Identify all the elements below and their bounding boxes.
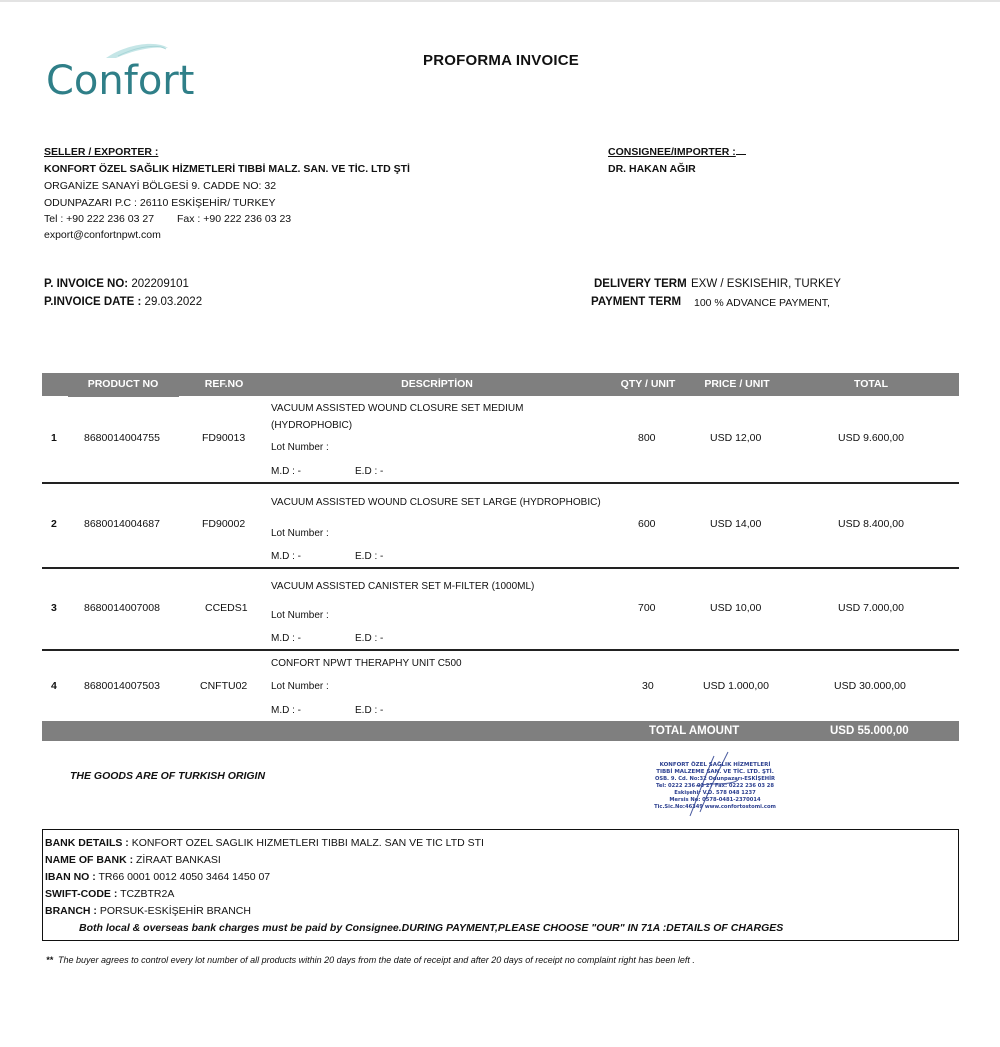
lot-number-label: Lot Number : — [271, 442, 329, 453]
lot-number-label: Lot Number : — [271, 528, 329, 539]
th-price: PRICE / UNIT — [704, 378, 770, 390]
svg-text:Tel: 0222 236 03 27 Fax: 0222: Tel: 0222 236 03 27 Fax: 0222 236 03 28 — [655, 783, 775, 789]
seller-email: export@confortnpwt.com — [44, 229, 161, 241]
bank-iban: IBAN NO : TR66 0001 0012 4050 3464 1450 07 — [45, 871, 271, 883]
confort-logo — [46, 40, 246, 105]
qty: 800 — [638, 432, 656, 444]
th-product-no: PRODUCT NO — [87, 378, 159, 390]
payment-term-value: 100 % ADVANCE PAYMENT, — [694, 297, 830, 309]
line-total: USD 30.000,00 — [834, 680, 906, 692]
th-total: TOTAL — [853, 378, 889, 390]
bank-swift: SWIFT-CODE : TCZBTR2A — [45, 888, 175, 900]
description-line1: VACUUM ASSISTED CANISTER SET M-FILTER (1000ML) — [271, 581, 535, 592]
seller-address1: ORGANİZE SANAYİ BÖLGESİ 9. CADDE NO: 32 — [44, 180, 277, 192]
total-amount-value: USD 55.000,00 — [830, 725, 909, 737]
bank-charges-note: Both local & overseas bank charges must be paid by Consignee.DURING PAYMENT,PLEASE CHOOSE "OUR" IN 71A :DETAILS OF CHARGES — [79, 922, 784, 934]
row-divider — [42, 649, 959, 651]
md-label: M.D : - — [271, 466, 301, 477]
line-total: USD 8.400,00 — [838, 518, 904, 530]
th-description: DESCRİPTİON — [401, 378, 473, 390]
md-label: M.D : - — [271, 633, 301, 644]
ed-label: E.D : - — [355, 466, 384, 477]
svg-text:Eskişehir V.D. 578 048 1237: Eskişehir V.D. 578 048 1237 — [674, 790, 756, 796]
seller-fax: Fax : +90 222 236 03 23 — [177, 213, 292, 225]
seller-heading: SELLER / EXPORTER : — [44, 146, 159, 158]
document-title: PROFORMA INVOICE — [423, 52, 579, 69]
payment-term-label: PAYMENT TERM — [591, 296, 682, 308]
ref-no: CNFTU02 — [200, 680, 248, 692]
qty: 600 — [638, 518, 656, 530]
unit-price: USD 10,00 — [710, 602, 762, 614]
consignee-name: DR. HAKAN AĞIR — [608, 163, 696, 175]
delivery-term-value: EXW / ESKISEHIR, TURKEY — [691, 278, 841, 290]
bank-details-box — [42, 829, 959, 941]
row-number: 4 — [51, 680, 57, 692]
description-line2: (HYDROPHOBIC) — [271, 420, 353, 431]
unit-price: USD 1.000,00 — [703, 680, 769, 692]
bank-details: BANK DETAILS : KONFORT OZEL SAGLIK HIZMETLERI TIBBI MALZ. SAN VE TIC LTD STI — [45, 837, 484, 849]
ed-label: E.D : - — [355, 551, 384, 562]
qty: 30 — [642, 680, 654, 692]
product-no: 8680014004755 — [84, 432, 160, 444]
svg-text:Mersis No: 0578-0481-2370014: Mersis No: 0578-0481-2370014 — [669, 797, 761, 803]
origin-note: THE GOODS ARE OF TURKISH ORIGIN — [70, 770, 266, 782]
seller-tel: Tel : +90 222 236 03 27 — [44, 213, 155, 225]
th-ref-no: REF.NO — [204, 378, 244, 390]
svg-text:TIBBİ MALZEME SAN. VE TİC. LTD: TIBBİ MALZEME SAN. VE TİC. LTD. ŞTİ. — [656, 769, 774, 775]
consignee-heading: CONSIGNEE/IMPORTER : — [608, 146, 746, 158]
row-number: 1 — [51, 432, 57, 444]
ref-no: FD90002 — [202, 518, 246, 530]
description-line1: VACUUM ASSISTED WOUND CLOSURE SET MEDIUM — [271, 403, 524, 414]
lot-number-label: Lot Number : — [271, 610, 329, 621]
product-no: 8680014007008 — [84, 602, 160, 614]
ref-no: FD90013 — [202, 432, 246, 444]
svg-text:KONFORT ÖZEL SAĞLIK HİZMETLERİ: KONFORT ÖZEL SAĞLIK HİZMETLERİ — [659, 762, 771, 768]
row-number: 2 — [51, 518, 57, 530]
description-line1: CONFORT NPWT THERAPHY UNIT C500 — [271, 658, 462, 669]
seller-name: KONFORT ÖZEL SAĞLIK HİZMETLERİ TIBBİ MALZ. SAN. VE TİC. LTD ŞTİ — [44, 163, 410, 175]
line-total: USD 9.600,00 — [838, 432, 904, 444]
product-no: 8680014004687 — [84, 518, 160, 530]
unit-price: USD 14,00 — [710, 518, 762, 530]
ed-label: E.D : - — [355, 633, 384, 644]
logo-text: Confort — [46, 58, 195, 104]
description-line1: VACUUM ASSISTED WOUND CLOSURE SET LARGE (HYDROPHOBIC) — [271, 497, 601, 508]
row-divider — [42, 482, 959, 484]
md-label: M.D : - — [271, 551, 301, 562]
row-number: 3 — [51, 602, 57, 614]
unit-price: USD 12,00 — [710, 432, 762, 444]
qty: 700 — [638, 602, 656, 614]
line-total: USD 7.000,00 — [838, 602, 904, 614]
delivery-term-label: DELIVERY TERM — [594, 278, 687, 290]
th-qty: QTY / UNIT — [620, 378, 676, 390]
bank-branch: BRANCH : PORSUK-ESKİŞEHİR BRANCH — [45, 905, 251, 917]
ed-label: E.D : - — [355, 705, 384, 716]
md-label: M.D : - — [271, 705, 301, 716]
svg-text:OSB. 9. Cd. No:32 Odunpazarı-E: OSB. 9. Cd. No:32 Odunpazarı-ESKİŞEHİR — [654, 776, 776, 782]
company-stamp — [640, 746, 790, 826]
table-header — [42, 373, 959, 396]
seller-address2: ODUNPAZARI P.C : 26110 ESKİŞEHİR/ TURKEY — [44, 197, 276, 209]
svg-text:Tic.Sic.No:46349 www.confortos: Tic.Sic.No:46349 www.confortostomi.com — [654, 804, 776, 810]
invoice-no: P. INVOICE NO: 202209101 — [44, 278, 189, 290]
top-border — [0, 0, 1000, 2]
total-amount-bar — [42, 721, 959, 741]
row-divider — [42, 567, 959, 569]
bank-name: NAME OF BANK : ZİRAAT BANKASI — [45, 854, 221, 866]
invoice-date: P.INVOICE DATE : 29.03.2022 — [44, 296, 203, 308]
header-underline — [68, 396, 179, 397]
footnote: ** The buyer agrees to control every lot number of all products within 20 days from the date of receipt and after 20 days of receipt no complaint right has been left . — [46, 955, 695, 965]
lot-number-label: Lot Number : — [271, 681, 329, 692]
ref-no: CCEDS1 — [205, 602, 248, 614]
total-amount-label: TOTAL AMOUNT — [649, 725, 740, 737]
product-no: 8680014007503 — [84, 680, 160, 692]
